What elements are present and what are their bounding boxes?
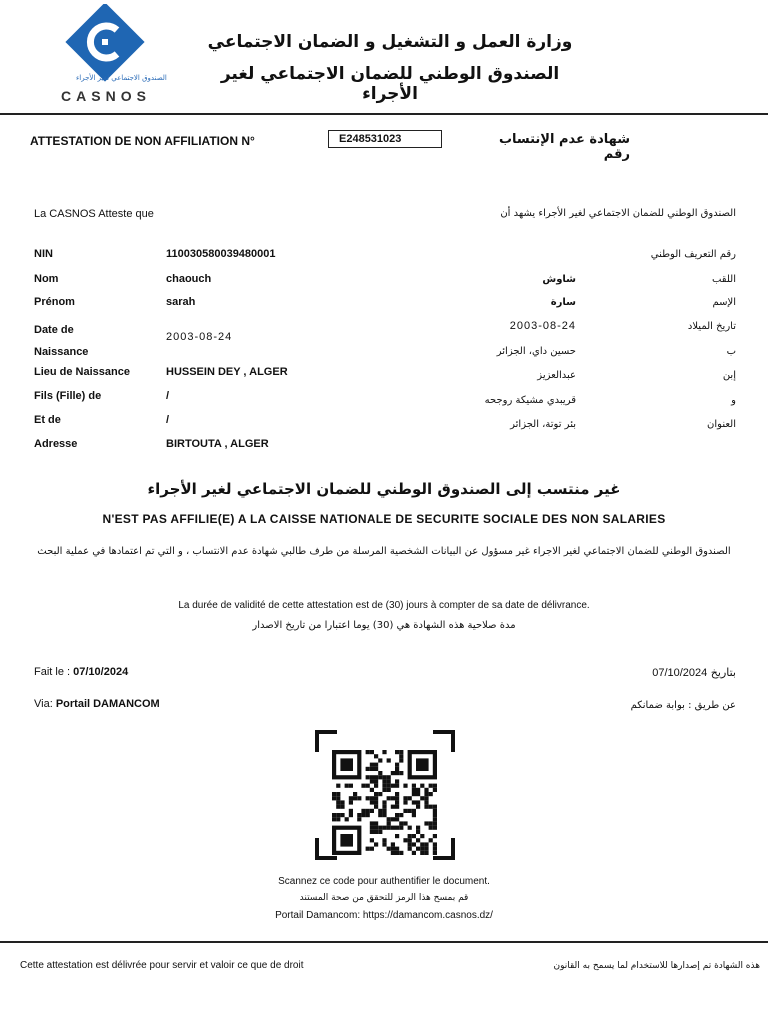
field-label-nin: NIN [34,248,53,260]
qr-frame[interactable] [315,730,455,860]
field-label-date-naissance-ar: تاريخ الميلاد [687,321,736,332]
field-label-et-de: Et de [34,414,61,426]
field-label-adresse: Adresse [34,438,78,450]
portal-link[interactable]: Portail Damancom: https://damancom.casnos.dz/ [275,910,493,921]
disclaimer-ar: الصندوق الوطني للضمان الاجتماعي لغير الاجراء غير مسؤول عن البيانات الشخصية المرسلة من طرف طالبي شهادة عدم الانتساب ، و التي تم اعتمادها في عملية البحث [37,546,731,557]
footer-fr: Cette attestation est délivrée pour servir et valoir ce que de droit [20,960,304,971]
date-ar-label: بتاريخ [710,666,736,679]
field-value-prenom-ar: سارة [550,297,576,308]
field-value-date-naissance-ar: 2003-08-24 [509,320,576,332]
field-label-fils-de: Fils (Fille) de [34,390,102,402]
field-value-lieu-naissance: HUSSEIN DEY , ALGER [166,366,288,378]
field-value-date-naissance: 2003-08-24 [166,331,233,343]
fait-le-label: Fait le : [34,666,71,678]
title-fr: ATTESTATION DE NON AFFILIATION N° [30,134,255,148]
date-ar-value: 07/10/2024 [652,667,708,679]
field-value-lieu-naissance-ar: حسين داي، الجزائر [496,346,576,357]
field-value-fils-de-ar: عبدالعزيز [537,370,576,381]
field-label-fils-de-ar: إبن [722,370,736,381]
field-value-nin: 110030580039480001 [166,248,276,260]
field-value-adresse: BIRTOUTA , ALGER [166,438,269,450]
casnos-logo [58,4,168,110]
field-value-adresse-ar: بئر توتة، الجزائر [510,419,576,430]
field-label-nom-ar: اللقب [711,274,736,285]
logo-small-arabic: الصندوق الاجتماعي لغير الأجراء [76,74,167,82]
field-value-et-de-ar: قريبدي مشيكة روجحه [484,395,576,406]
fait-le [34,666,128,678]
title-ar: شهادة عدم الإنتساب رقم [498,132,630,162]
via [34,698,160,710]
field-label-adresse-ar: العنوان [707,419,736,430]
intro-fr: La CASNOS Atteste que [34,208,154,220]
fund-title: الصندوق الوطني للضمان الاجتماعي لغير الأجراء [220,64,560,104]
field-label-nom: Nom [34,273,59,285]
via-label: Via: [34,698,53,710]
field-label-date-naissance: Date de Naissance [34,324,89,358]
status-fr: N'EST PAS AFFILIE(E) A LA CAISSE NATIONALE DE SECURITE SOCIALE DES NON SALARIES [102,512,666,526]
field-label-et-de-ar: و [731,395,736,406]
footer-ar: هذه الشهادة تم إصدارها للاستخدام لما يسمح به القانون [553,961,760,971]
attestation-number: E248531023 [328,130,442,148]
field-value-nom: chaouch [166,273,212,285]
field-label-prenom-ar: الإسم [712,297,736,308]
ministry-title: وزارة العمل و التشغيل و الضمان الاجتماعي [207,32,573,52]
scan-instruction-fr: Scannez ce code pour authentifier le document. [278,876,490,887]
field-label-lieu-naissance-ar: ب [726,346,736,357]
field-value-et-de: / [166,414,170,426]
field-value-prenom: sarah [166,296,196,308]
header-divider [0,113,768,115]
footer-divider [0,941,768,943]
field-value-nom-ar: شاوش [542,274,576,285]
date-ar [580,666,736,679]
casnos-logo-mark [58,4,168,84]
fait-le-date: 07/10/2024 [73,666,129,678]
logo-text: CASNOS [61,88,151,104]
field-label-lieu-naissance: Lieu de Naissance [34,366,130,378]
via-ar: عن طريق : بوابة ضمانكم [630,700,736,711]
validity-ar: مدة صلاحية هذه الشهادة هي (30) يوما اعتبارا من تاريخ الاصدار [252,620,516,631]
scan-instruction-ar: قم بمسح هذا الرمز للتحقق من صحة المستند [299,893,469,903]
validity-fr: La durée de validité de cette attestation est de (30) jours à compter de sa date de délivrance. [178,600,590,611]
field-value-fils-de: / [166,390,170,402]
via-value: Portail DAMANCOM [55,698,160,710]
status-ar: غير منتسب إلى الصندوق الوطني للضمان الاجتماعي لغير الأجراء [147,480,621,498]
intro-ar: الصندوق الوطني للضمان الاجتماعي لغير الأجراء يشهد أن [500,208,736,219]
field-label-prenom: Prénom [34,296,75,308]
field-label-nin-ar: رقم التعريف الوطني [650,249,736,260]
qr-code[interactable] [315,730,455,860]
